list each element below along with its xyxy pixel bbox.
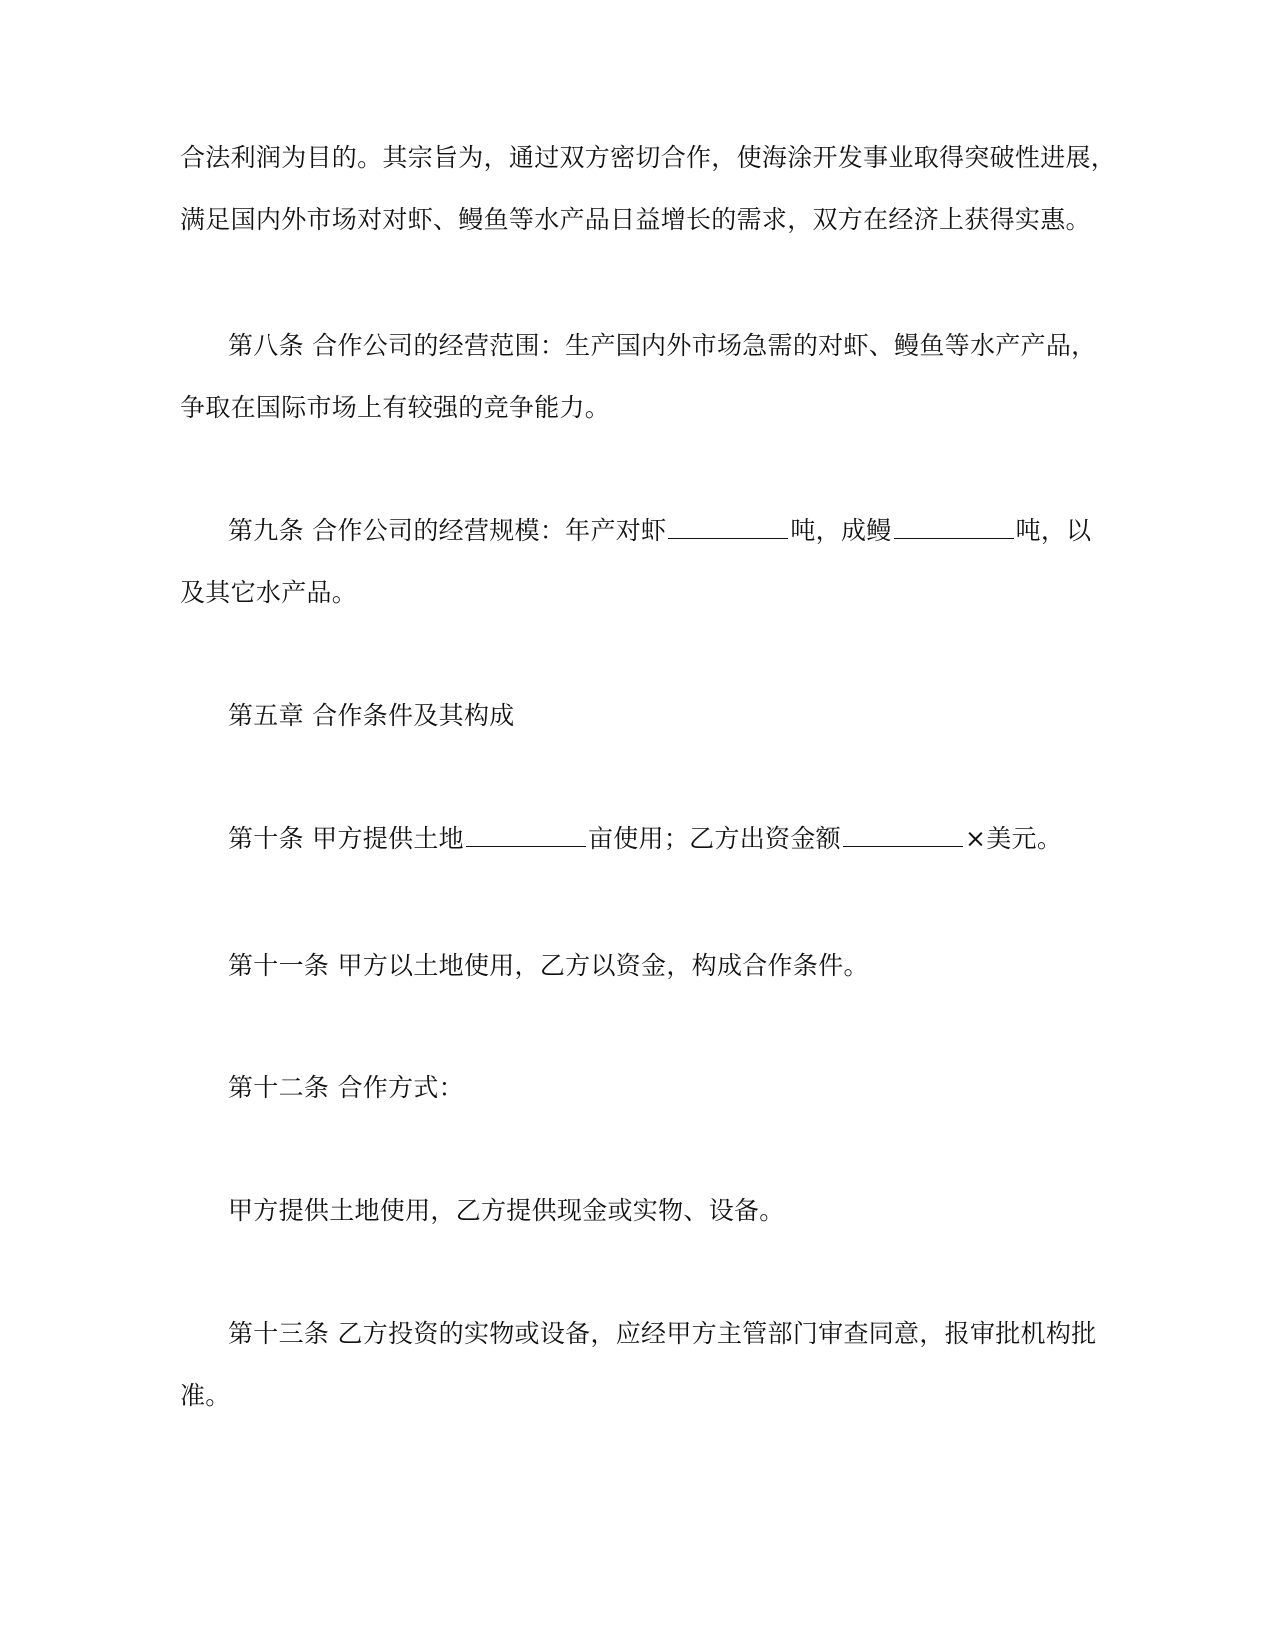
article-11-line: 第十一条 甲方以土地使用，乙方以资金，构成合作条件。 <box>228 951 869 980</box>
article-13-line-2: 准。 <box>180 1381 231 1410</box>
article-12-body: 甲方提供土地使用，乙方提供现金或实物、设备。 <box>228 1196 785 1225</box>
chapter-5-heading: 第五章 合作条件及其构成 <box>228 701 515 730</box>
article-9-text-2: 吨，成鳗 <box>790 516 892 545</box>
article-12-heading: 第十二条 合作方式： <box>228 1073 464 1102</box>
article-10-text-3: ×美元。 <box>964 824 1063 853</box>
article-9-text-3: 吨，以 <box>1015 516 1092 545</box>
blank-shrimp-tons <box>668 516 788 539</box>
blank-investment-amount <box>843 824 963 847</box>
paragraph-purpose-line-2: 满足国内外市场对对虾、鳗鱼等水产品日益增长的需求，双方在经济上获得实惠。 <box>180 205 1091 234</box>
article-13-line-1: 第十三条 乙方投资的实物或设备，应经甲方主管部门审查同意，报审批机构批 <box>228 1319 1097 1348</box>
article-9-line-1 <box>228 515 1091 547</box>
blank-land-mu <box>466 824 586 847</box>
article-9-text-1: 第九条 合作公司的经营规模：年产对虾 <box>228 516 667 545</box>
article-9-line-2: 及其它水产品。 <box>180 578 358 607</box>
article-8-line-2: 争取在国际市场上有较强的竞争能力。 <box>180 393 611 422</box>
article-8-line-1: 第八条 合作公司的经营范围：生产国内外市场急需的对虾、鳗鱼等水产产品， <box>228 331 1097 360</box>
blank-eel-tons <box>894 516 1014 539</box>
paragraph-purpose-line-1: 合法利润为目的。其宗旨为，通过双方密切合作，使海涂开发事业取得突破性进展， <box>180 143 1117 172</box>
article-10-text-1: 第十条 甲方提供土地 <box>228 824 464 853</box>
article-10-text-2: 亩使用；乙方出资金额 <box>587 824 841 853</box>
article-10-line <box>228 823 1062 855</box>
